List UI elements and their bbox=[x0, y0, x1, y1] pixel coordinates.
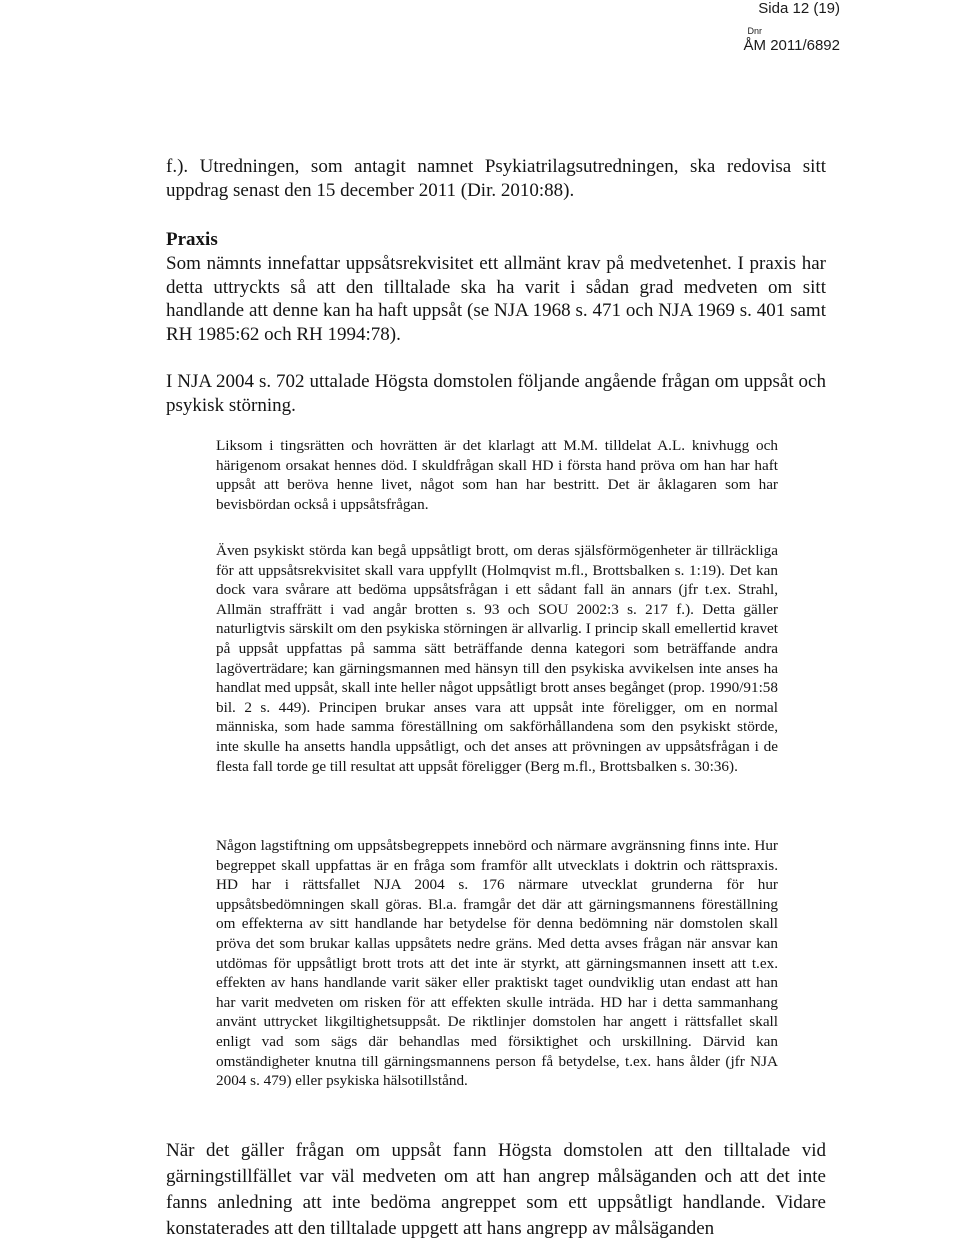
intro-paragraph: f.). Utredningen, som antagit namnet Psykiatrilagsutredningen, ska redovisa sitt uppdrag senast den 15 december 2011 (Dir. 2010:88). bbox=[166, 156, 826, 201]
dnr-number: ÅM 2011/6892 bbox=[743, 37, 840, 54]
praxis-heading: Praxis bbox=[166, 229, 218, 250]
quote-paragraph-3: Någon lagstiftning om uppsåtsbegreppets innebörd och närmare avgränsning finns inte. Hur begreppet skall uppfattas är en fråga som framför allt utvecklats i doktrin och rättspraxis. HD har i rättsfallet NJA 2004 s. 176 närmare utvecklat grunderna för hur uppsåtsbedömningen skall göras. Bl.a. framgår det där att gärningsmannens föreställning om effekterna av sitt handlande har betydelse för denna bedömning när domstolen skall pröva det som brukar kallas uppsåtets nedre gräns. Med detta avses frågan när ansvar kan utdömas för uppsåtligt brott trots att det inte är styrkt, att gärningsmannen insett att t.ex. effekten av hans handlande varit säker eller praktiskt taget oundviklig utan endast att han har varit medveten om risken för att effekten skulle inträda. HD har i detta sammanhang använt uttrycket likgiltighetsuppsåt. De riktlinjer domstolen har angett i rättsfallet skall enligt vad som sägs där behandlas med försiktighet och urskillning. Därvid kan omständigheter knutna till gärningsmannens person få betydelse, t.ex. hans ålder (jfr NJA 2004 s. 479) eller psykiska hälsotillstånd. bbox=[216, 837, 778, 1090]
quote-paragraph-2: Även psykiskt störda kan begå uppsåtligt brott, om deras själsförmögenheter är tillräckliga för att uppsåtsrekvisitet skall vara uppfyllt (Holmqvist m.fl., Brottsbalken s. 1:19). Det kan dock vara svårare att bedöma uppsåtsfrågan i ett sådant fall än annars (jfr t.ex. Strahl, Allmän straffrätt i vad angår brotten s. 93 och SOU 2002:3 s. 217 f.). Detta gäller naturligtvis särskilt om den psykiska störningen är allvarlig. I princip skall emellertid kravet på uppsåt uppfattas på samma sätt beträffande denna kategori som beträffande andra lagöverträdare; kan gärningsmannen med hänsyn till den psykiska avvikelsen inte anses ha handlat med uppsåt, skall inte heller något uppsåtligt brott anses begånget (prop. 1990/91:58 bil. 2 s. 449). Principen brukar anses vara att uppsåt inte föreligger, om en normal människa, som hade samma föreställning om sakförhållandena som den psykiskt störde, inte skulle ha ansetts handla uppsåtligt, och det anses att prövningen av uppsåtsfrågan i de flesta fall torde ge till resultat att uppsåt föreligger (Berg m.fl., Brottsbalken s. 30:36). bbox=[216, 542, 778, 775]
conclusion-paragraph: När det gäller frågan om uppsåt fann Högsta domstolen att den tilltalade vid gärningstillfället var väl medveten om att han angrep målsäganden och att det inte fanns anledning att inte bedöma angreppet som ett uppsåtligt handlande. Vidare konstaterades att den tilltalade uppgett att hans angrepp av målsäganden bbox=[166, 1140, 826, 1239]
quote-paragraph-1: Liksom i tingsrätten och hovrätten är det klarlagt att M.M. tilldelat A.L. knivhugg och härigenom orsakat hennes död. I skuldfrågan skall HD i första hand pröva om han har haft uppsåt att beröva henne livet, något som han har bestritt. Det är åklagaren som har bevisbördan också i uppsåtsfrågan. bbox=[216, 437, 778, 513]
praxis-paragraph: Som nämnts innefattar uppsåtsrekvisitet ett allmänt krav på medvetenhet. I praxis har detta uttryckts så att den tilltalade ska ha varit i sådan grad medveten om sitt handlande att denne kan ha haft uppsåt (se NJA 1968 s. 471 och NJA 1969 s. 401 samt RH 1985:62 och RH 1994:78). bbox=[166, 253, 826, 346]
dnr-label: Dnr bbox=[747, 26, 762, 36]
nja-intro-paragraph: I NJA 2004 s. 702 uttalade Högsta domstolen följande angående frågan om uppsåt och psykisk störning. bbox=[166, 371, 826, 416]
page-number: Sida 12 (19) bbox=[758, 0, 840, 17]
